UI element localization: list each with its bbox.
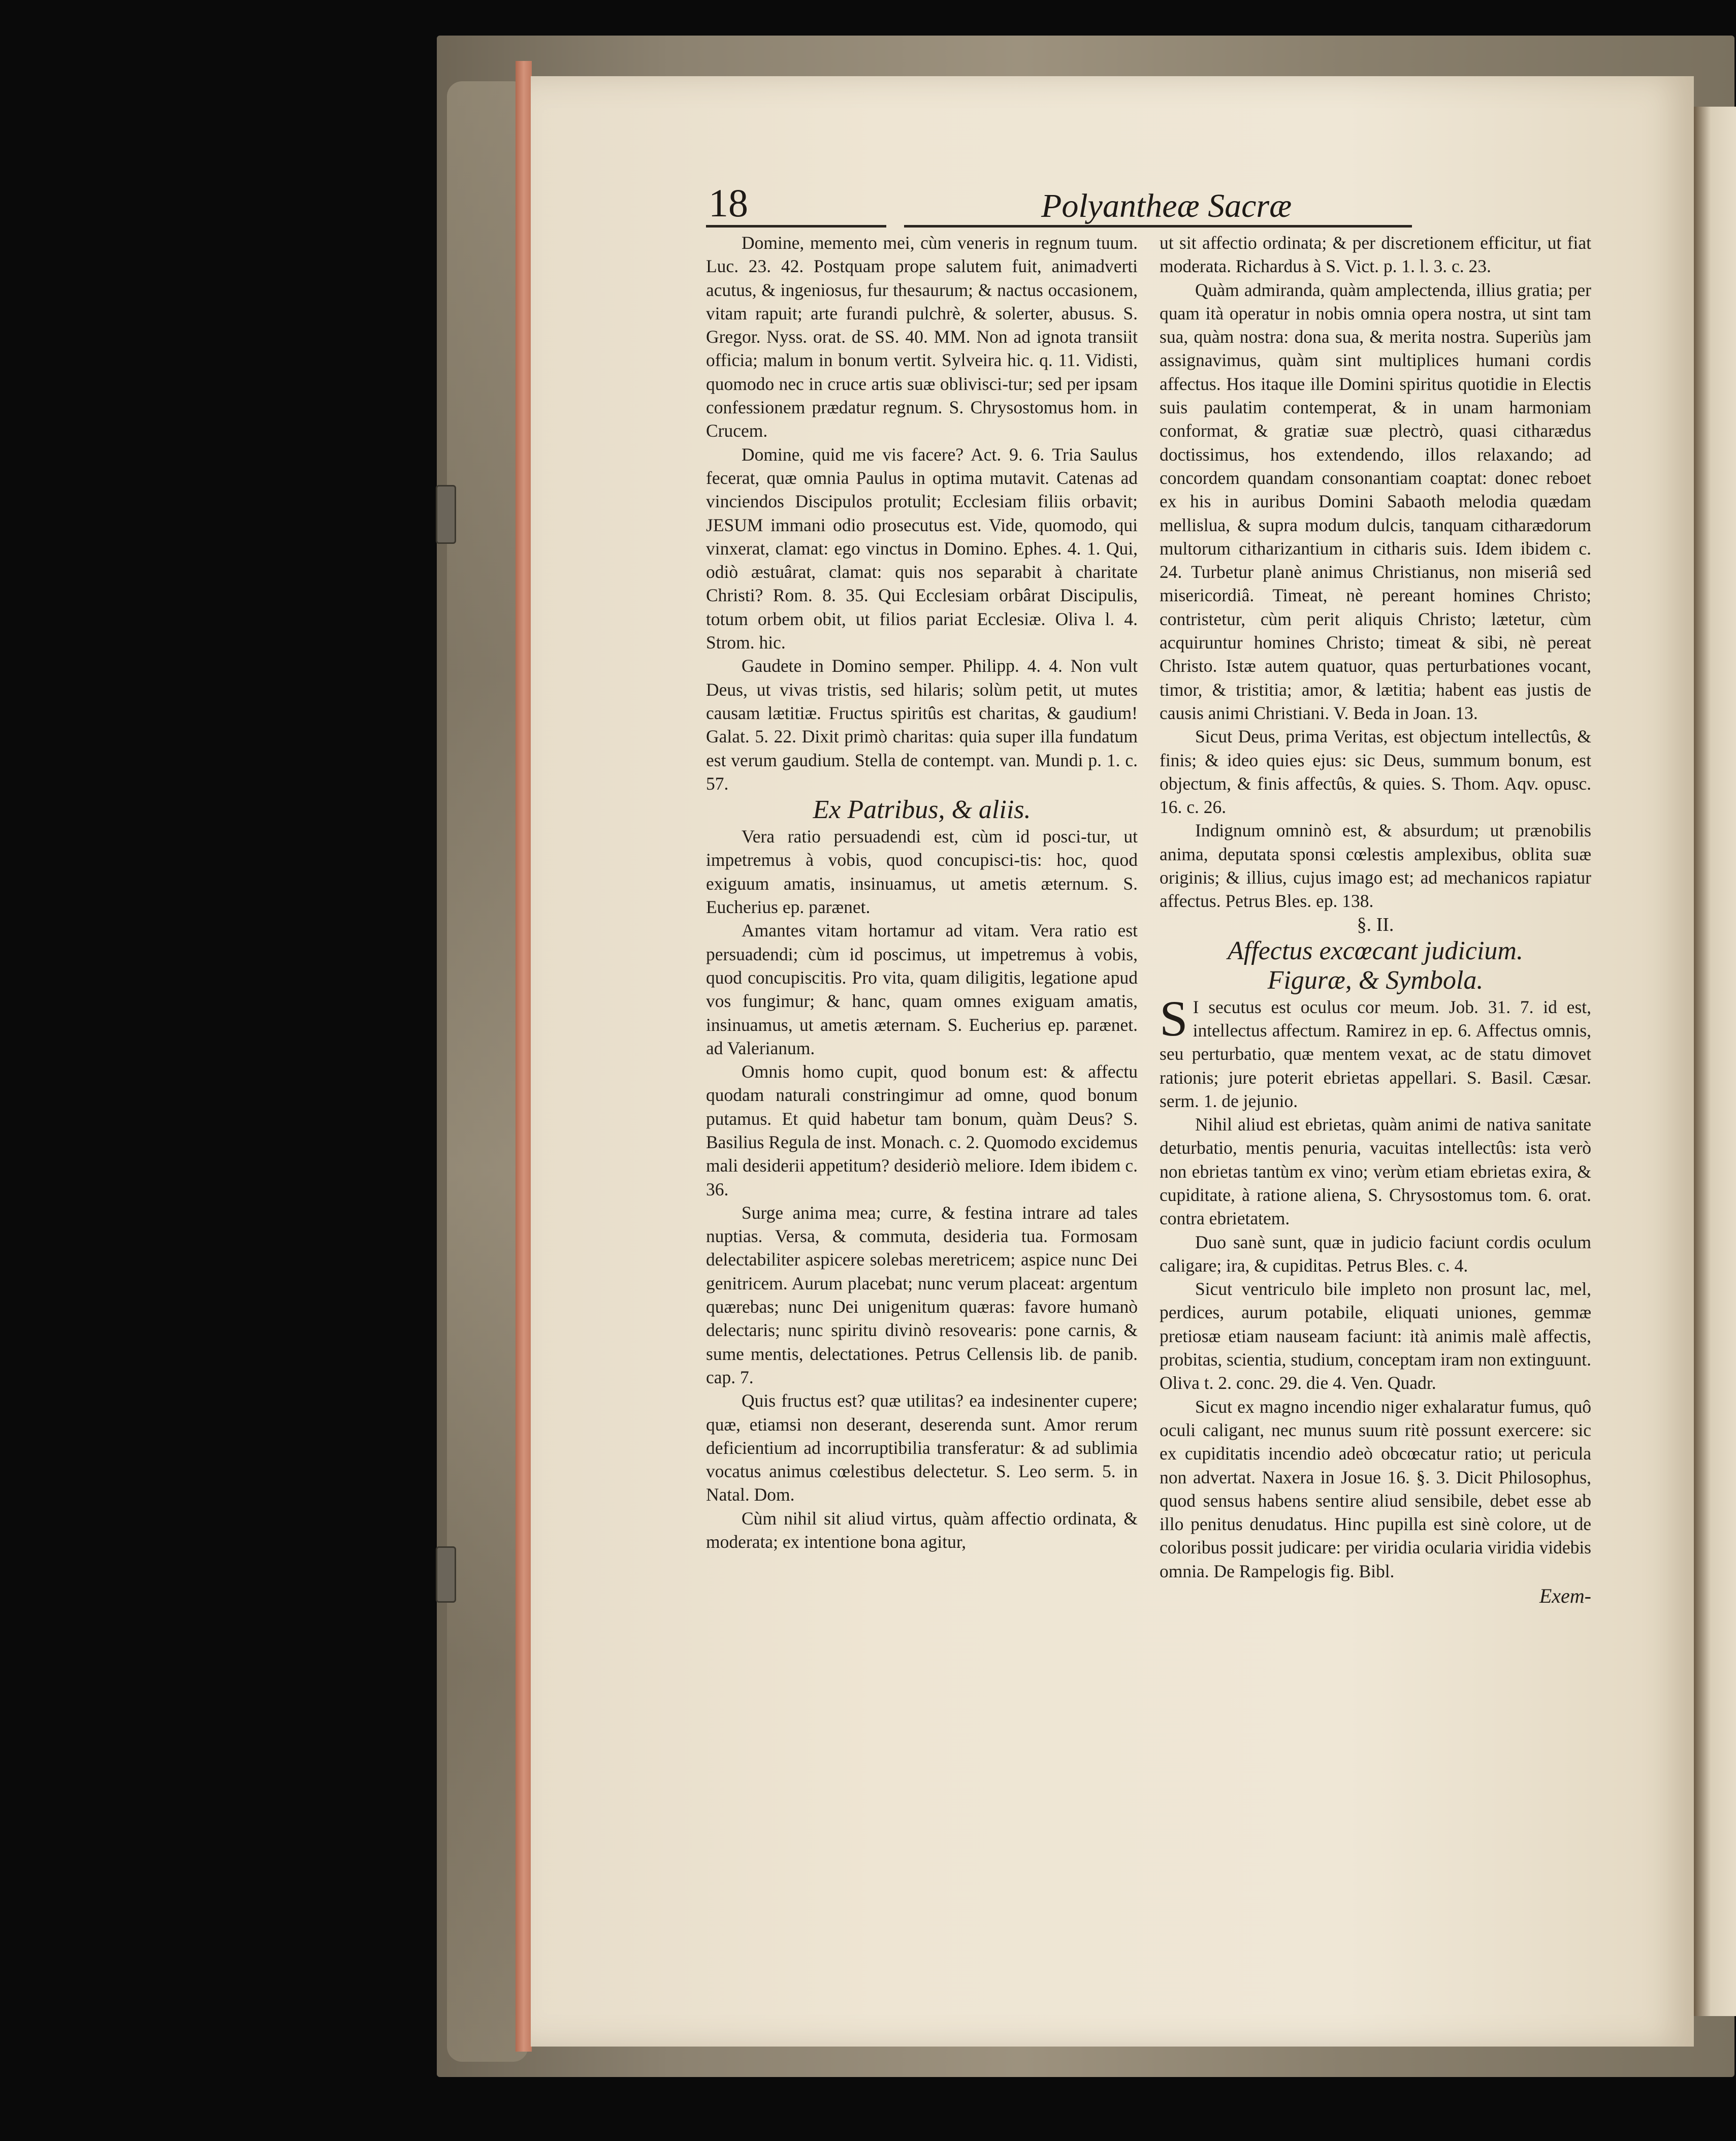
paragraph: Surge anima mea; curre, & festina intrare ad tales nuptias. Versa, & commuta, desideria tua. Formosam delectabiliter aspicere solebas meretricem; aspice nunc Dei genitricem. Aurum placebat; nunc verum placeat: argentum quærebas; nunc Dei unigenitum quæras: favore humanò delectaris; nunc spiritu divinò resovearis: pone carnis, & sume mentis, delectationes. Petrus Cellensis lib. de panib. cap. 7. xyxy=(706,1202,1138,1387)
section-heading: Ex Patribus, & aliis. xyxy=(813,795,1031,825)
paragraph: Indignum omninò est, & absurdum; ut prænobilis anima, deputata sponsi cœlestis amplexibus, oblita suæ originis; & illius, cujus imago est; ad mechanicos rapiatur affectus. Petrus Bles. ep. 138. xyxy=(1160,820,1591,912)
header-rule-right xyxy=(904,225,1412,228)
paragraph: Domine, memento mei, cùm veneris in regnum tuum. Luc. 23. 42. Postquam prope salutem fuit, animadverti acutus, & ingeniosus, fur thesaurum; & nactus occasionem, vitam rapuit; arte furandi pulchrè, & solerter, abusus. S. Gregor. Nyss. orat. de SS. 40. MM. Non ad ignota transiit officia; malum in bonum vertit. Sylveira hic. q. 11. Vidisti, quomodo nec in cruce artis suæ oblivisci-tur; sed per ipsam confessionem prædatur regnum. S. Chrysostomus hom. in Crucem. xyxy=(706,233,1138,441)
catchword: Exem- xyxy=(1539,1584,1591,1608)
running-title: Polyantheæ Sacræ xyxy=(1041,187,1292,224)
drop-capital: S xyxy=(1160,990,1188,1047)
upper-clasp-icon xyxy=(436,485,456,544)
paragraph: Quàm admiranda, quàm amplectenda, illius gratia; per quam ità operatur in nobis omnia opera nostra, ut sint tam sua, quàm nostra: dona sua, & merita nostra. Superiùs jam assignavimus, quàm sint multiplices humani cordis affectus. Hos itaque ille Domini spiritus quotidie in Electis suis paulatim contemperat, & in unam harmoniam conformat, & gratiæ suæ plectrò, quasi citharædus doctissimus, hos extendendo, illos relaxando; ad concordem quandam consonantiam coaptat: donec reboet ex his in auribus Domini Sabaoth melodia quædam mellislua, & supra modum dulcis, tanquam citharædorum multorum citharizantium in citharis suis. Idem ibidem c. 24. Turbetur planè animus Christianus, non miseriâ sed misericordiâ. Timeat, nè pereant homines Christo; contristetur, cùm perit aliquis Christo; lætetur, cùm acquiruntur homines Christo; timeat & sibi, nè pereat Christo. Istæ autem quatuor, quas perturbationes vocant, timor, & tristitia; amor, & lætitia; habent eas justis de causis animi Christiani. V. Beda in Joan. 13. xyxy=(1160,279,1591,723)
paragraph: Duo sanè sunt, quæ in judicio faciunt cordis oculum caligare; ira, & cupiditas. Petrus Bles. c. 4. xyxy=(1160,1231,1591,1276)
section-number: §. II. xyxy=(1357,914,1394,935)
paragraph: Omnis homo cupit, quod bonum est: & affectu quodam naturali constringimur ad omne, quod bonum putamus. Et quid habetur tam bonum, quàm Deus? S. Basilius Regula de inst. Monach. c. 2. Quomodo excidemus mali desiderii appetitum? desideriò meliore. Idem ibidem c. 36. xyxy=(706,1061,1138,1199)
paragraph: Nihil aliud est ebrietas, quàm animi de nativa sanitate deturbatio, mentis penuria, vacuitas intellectûs: ista verò non ebrietas tantùm ex vino; verùm etiam ebrietas exira, & cupiditate, à ratione aliena, S. Chrysostomus tom. 6. orat. contra ebrietatem. xyxy=(1160,1114,1591,1229)
paragraph: ut sit affectio ordinata; & per discretionem efficitur, ut fiat moderata. Richardus à S. Vict. p. 1. l. 3. c. 23. xyxy=(1160,233,1591,277)
paragraph: Amantes vitam hortamur ad vitam. Vera ratio est persuadendi; cùm id poscimus, ut impetremus à vobis, quod concupiscitis. Pro vita, quam diligitis, legatione apud vos fungimur; & hanc, quam omnes exiguam amatis, insinuamus, ut ametis æternam. S. Eucherius ep. parænet. ad Valerianum. xyxy=(706,920,1138,1058)
paragraph: Vera ratio persuadendi est, cùm id posci-tur, ut impetremus à vobis, quod concupisci-tis: hoc, quod exiguum amatis, insinuamus, ut ametis æternum. S. Eucherius ep. parænet. xyxy=(706,826,1138,918)
paragraph: Domine, quid me vis facere? Act. 9. 6. Tria Saulus fecerat, quæ omnia Paulus in optima mutavit. Catenas ad vinciendos Discipulos protulit; Ecclesiam filiis orbavit; JESUM immani odio prosecutus est. Vide, quomodo, qui vinxerat, clamat: ego vinctus in Domino. Ephes. 4. 1. Qui, odiò æstuârat, clamat: quis nos separabit à charitate Christi? Rom. 8. 35. Qui Ecclesiam orbârat Discipulis, totum orbem obit, ut filios pariat Ecclesiæ. Oliva l. 4. Strom. hic. xyxy=(706,444,1138,653)
lower-clasp-icon xyxy=(436,1546,456,1603)
left-text-column xyxy=(706,231,1138,1553)
paragraph: Quis fructus est? quæ utilitas? ea indesinenter cupere; quæ, etiamsi non deserant, deserenda sunt. Amor rerum deficientium ad incorruptibilia transferatur: & ad sublimia vocatus animus cœlestibus delectetur. S. Leo serm. 5. in Natal. Dom. xyxy=(706,1390,1138,1505)
paragraph: Cùm nihil sit aliud virtus, quàm affectio ordinata, & moderata; ex intentione bona agitur, xyxy=(706,1508,1138,1552)
paragraph: Sicut Deus, prima Veritas, est objectum intellectûs, & finis; & ideo quies ejus: sic Deus, summum bonum, est objectum, & finis affectûs, & quies. S. Thom. Aqv. opusc. 16. c. 26. xyxy=(1160,726,1591,818)
facing-page-edge xyxy=(1694,107,1736,2016)
page-number: 18 xyxy=(709,181,748,225)
section-heading: Affectus excœcant judicium. xyxy=(1228,936,1523,965)
red-page-edge xyxy=(516,61,532,2052)
right-text-column xyxy=(1160,231,1591,1609)
section-heading: Figuræ, & Symbola. xyxy=(1267,965,1484,995)
header-rule-left xyxy=(706,225,886,228)
paragraph: Sicut ventriculo bile impleto non prosunt lac, mel, perdices, aurum potabile, eliquati uniones, gemmæ pretiosæ etiam nauseam faciunt: ità animis malè affectis, probitas, scientia, studium, conceptam iram non extinguunt. Oliva t. 2. conc. 29. die 4. Ven. Quadr. xyxy=(1160,1279,1591,1393)
paragraph: Gaudete in Domino semper. Philipp. 4. 4. Non vult Deus, ut vivas tristis, sed hilaris; solùm petit, ut mutes causam lætitiæ. Fructus spiritûs est charitas, & gaudium! Galat. 5. 22. Dixit primò charitas: quia super illa fundatum est verum gaudium. Stella de contempt. van. Mundi p. 1. c. 57. xyxy=(706,656,1138,794)
paragraph: S I secutus est oculus cor meum. Job. 31. 7. id est, intellectus affectum. Ramirez in ep. 6. Affectus omnis, seu perturbatio, quæ mentem vexat, ac de statu dimovet rationis; jure poterit ebrietas appellari. S. Basil. Cæsar. serm. 1. de jejunio. xyxy=(1160,990,1591,1111)
paragraph: Sicut ex magno incendio niger exhalaratur fumus, quô oculi caligant, nec munus suum ritè possunt exercere: sic ex cupiditatis incendio adeò obcœcatur ratio; ut pericula non advertat. Naxera in Josue 16. §. 3. Dicit Philosophus, quod sensus habens sentire aliud sensibile, debet esse ab illo penitus denudatus. Hinc pupilla est sinè colore, ut de coloribus possit judicare: per viridia ocularia viridia videbis omnia. De Rampelogis fig. Bibl. xyxy=(1160,1396,1591,1581)
